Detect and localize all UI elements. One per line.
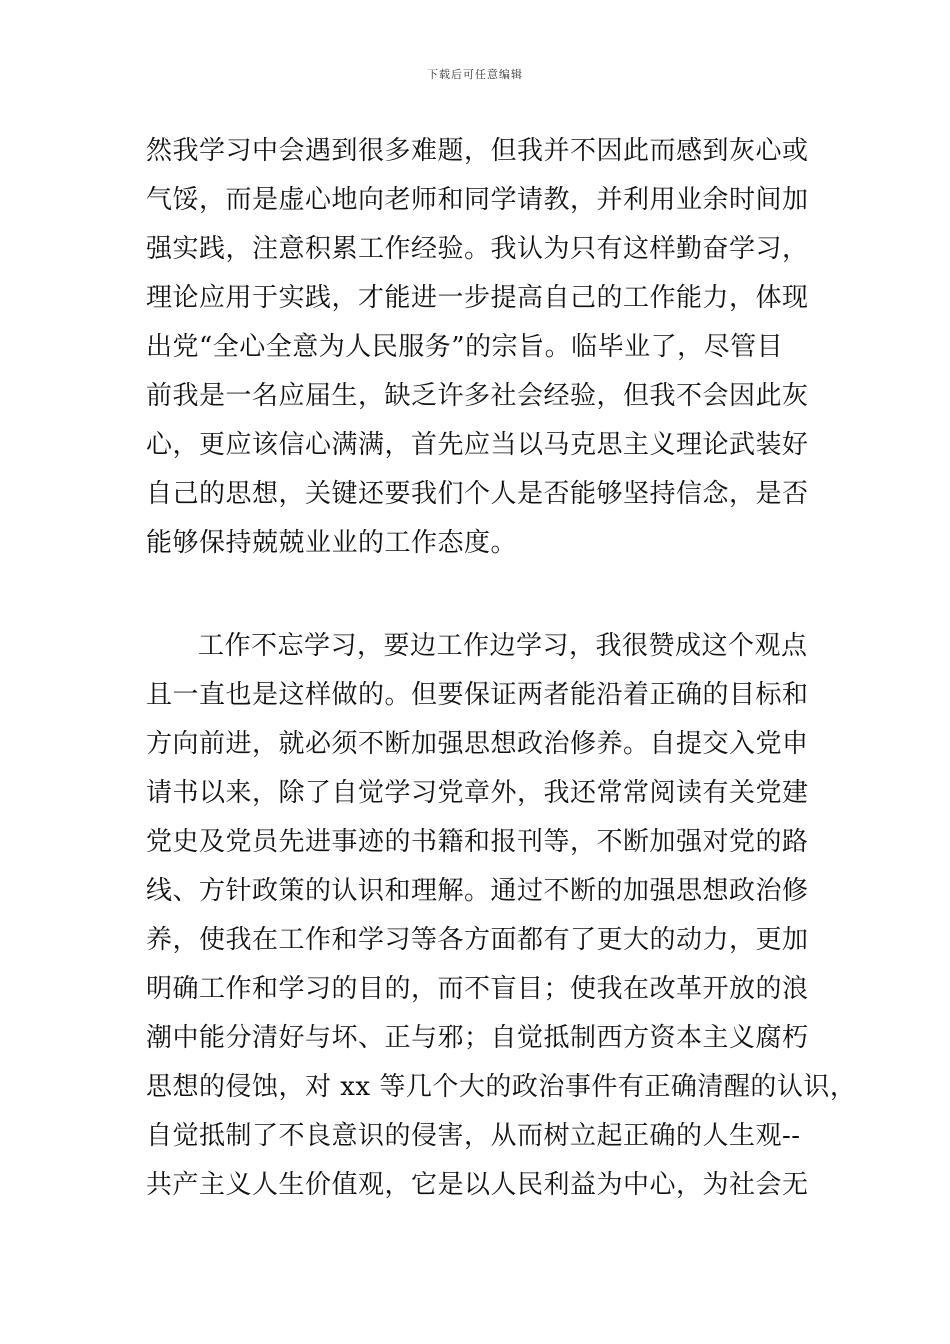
text-line: 自觉抵制了不良意识的侵害，从而树立起正确的人生观-- <box>146 1121 801 1151</box>
text-line: 共产主义人生价值观，它是以人民利益为中心，为社会无 <box>146 1170 809 1200</box>
text-line: 理论应用于实践，才能进一步提高自己的工作能力，体现 <box>146 283 809 313</box>
text-line: 然我学习中会遇到很多难题，但我并不因此而感到灰心或 <box>146 136 809 166</box>
text-line: 自己的思想，关键还要我们个人是否能够坚持信念，是否 <box>146 479 809 509</box>
text-line: 且一直也是这样做的。但要保证两者能沿着正确的目标和 <box>146 680 809 710</box>
text-line: 气馁，而是虚心地向老师和同学请教，并利用业余时间加 <box>146 185 809 215</box>
text-line: 党史及党员先进事迹的书籍和报刊等，不断加强对党的路 <box>146 827 809 857</box>
text-line: 请书以来，除了自觉学习党章外，我还常常阅读有关党建 <box>146 778 809 808</box>
text-line: 思想的侵蚀，对 xx 等几个大的政治事件有正确清醒的认识， <box>146 1072 857 1102</box>
paragraph-2 <box>146 622 857 1210</box>
text-line: 明确工作和学习的目的，而不盲目；使我在改革开放的浪 <box>146 974 809 1004</box>
text-line: 养，使我在工作和学习等各方面都有了更大的动力，更加 <box>146 925 809 955</box>
text-line: 心，更应该信心满满，首先应当以马克思主义理论武装好 <box>146 430 809 460</box>
text-line: 潮中能分清好与坏、正与邪；自觉抵制西方资本主义腐朽 <box>146 1023 809 1053</box>
paragraph-1 <box>146 127 826 568</box>
text-line: 强实践，注意积累工作经验。我认为只有这样勤奋学习， <box>146 234 809 264</box>
text-line-first: 工作不忘学习，要边工作边学习，我很赞成这个观点 <box>198 631 808 661</box>
text-line: 线、方针政策的认识和理解。通过不断的加强思想政治修 <box>146 876 809 906</box>
text-line: 方向前进，就必须不断加强思想政治修养。自提交入党申 <box>146 729 809 759</box>
text-line: 能够保持兢兢业业的工作态度。 <box>146 528 518 558</box>
header-note: 下载后可任意编辑 <box>427 68 523 81</box>
text-line: 前我是一名应届生，缺乏许多社会经验，但我不会因此灰 <box>146 381 809 411</box>
text-line: 出党“全心全意为人民服务”的宗旨。临毕业了，尽管目 <box>146 332 784 362</box>
